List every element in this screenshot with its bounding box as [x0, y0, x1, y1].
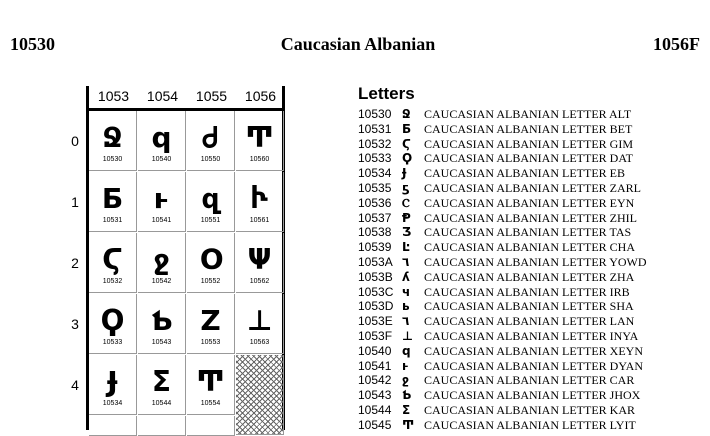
- character-name: CAUCASIAN ALBANIAN LETTER IRB: [424, 284, 630, 299]
- glyph: Ⴡ: [251, 182, 268, 215]
- code-point: 10543: [358, 388, 392, 403]
- code-point: 10553: [200, 339, 221, 346]
- glyph: Ⲥ: [402, 195, 410, 210]
- letters-list: [358, 107, 647, 433]
- glyph: ⱶ: [153, 182, 170, 215]
- character-name: CAUCASIAN ALBANIAN LETTER CAR: [424, 373, 635, 388]
- glyph: ջ: [402, 373, 409, 388]
- glyph: Ͳ: [196, 365, 225, 398]
- glyph-cell: [138, 416, 186, 436]
- character-name: CAUCASIAN ALBANIAN LETTER ZHA: [424, 269, 635, 284]
- glyph-cell: [138, 294, 186, 354]
- glyph: Ϛ: [102, 243, 123, 276]
- glyph: Σ: [402, 402, 411, 417]
- glyph-cell: [187, 233, 235, 293]
- character-name: CAUCASIAN ALBANIAN LETTER KAR: [424, 402, 635, 417]
- character-name: CAUCASIAN ALBANIAN LETTER TAS: [424, 225, 632, 240]
- letter-entry: [358, 166, 647, 181]
- range-end: 1056F: [653, 34, 700, 54]
- glyph: ٦: [402, 314, 410, 329]
- glyph: Ջ: [402, 107, 411, 121]
- code-point: 10552: [200, 278, 221, 285]
- glyph: ʎ: [402, 269, 410, 284]
- letter-entry: [358, 373, 647, 388]
- code-point: 10540: [358, 343, 392, 358]
- character-name: CAUCASIAN ALBANIAN LETTER ZARL: [424, 180, 641, 195]
- code-point: 10532: [358, 136, 392, 151]
- glyph: ٦: [402, 254, 410, 269]
- character-name: CAUCASIAN ALBANIAN LETTER JHOX: [424, 388, 641, 403]
- character-name: CAUCASIAN ALBANIAN LETTER EB: [424, 166, 625, 181]
- glyph: Ϙ: [100, 304, 125, 337]
- glyph: Ᵽ: [402, 210, 411, 225]
- glyph-cell: [89, 355, 137, 415]
- code-point: 10530: [358, 107, 392, 121]
- character-name: CAUCASIAN ALBANIAN LETTER CHA: [424, 240, 635, 255]
- block-title: Caucasian Albanian: [280, 34, 436, 54]
- glyph-cell: [187, 111, 235, 171]
- glyph: Ƅ: [150, 304, 173, 337]
- code-point: 1053E: [358, 314, 393, 329]
- code-point: 10554: [200, 400, 221, 407]
- letter-entry: [358, 329, 647, 344]
- code-point: 10561: [249, 217, 270, 224]
- column-header: 1056: [244, 88, 277, 104]
- glyph-cell: [236, 172, 284, 232]
- glyph: Ͳ: [245, 121, 274, 154]
- code-point: 10534: [358, 166, 392, 181]
- column-header: 1054: [146, 88, 179, 104]
- glyph-cell: [89, 233, 137, 293]
- glyph: ь: [402, 299, 410, 314]
- glyph: Ƃ: [402, 121, 412, 136]
- glyph: ԛ: [402, 343, 411, 358]
- code-point: 10551: [200, 217, 221, 224]
- glyph-cell: [187, 416, 235, 436]
- glyph: Ʒ: [402, 225, 412, 240]
- code-point: 10531: [102, 217, 123, 224]
- code-point: 10540: [151, 156, 172, 163]
- glyph: ⱶ: [402, 358, 409, 373]
- character-name: CAUCASIAN ALBANIAN LETTER DYAN: [424, 358, 643, 373]
- row-header: 2: [71, 255, 79, 271]
- letter-entry: [358, 211, 647, 226]
- glyph-cell: [89, 111, 137, 171]
- letter-entry: [358, 403, 647, 418]
- row-header: 3: [71, 316, 79, 332]
- glyph: Z: [200, 304, 221, 337]
- glyph-cell: [236, 233, 284, 293]
- character-name: CAUCASIAN ALBANIAN LETTER EYN: [424, 195, 635, 210]
- letter-entry: [358, 225, 647, 240]
- glyph: Ͳ: [402, 417, 415, 432]
- glyph-cell: [236, 111, 284, 171]
- code-point: 10541: [358, 358, 392, 373]
- character-name: CAUCASIAN ALBANIAN LETTER ZHIL: [424, 210, 637, 225]
- character-name: CAUCASIAN ALBANIAN LETTER XEYN: [424, 343, 643, 358]
- column-header: 1053: [97, 88, 130, 104]
- character-name: CAUCASIAN ALBANIAN LETTER GIM: [424, 136, 633, 151]
- glyph: ⊥: [402, 328, 413, 343]
- letter-entry: [358, 122, 647, 137]
- code-point: 10541: [151, 217, 172, 224]
- code-point: 10535: [358, 180, 392, 195]
- glyph: Ϛ: [402, 136, 411, 151]
- letter-entry: [358, 255, 647, 270]
- letter-entry: [358, 359, 647, 374]
- code-point: 10533: [102, 339, 123, 346]
- glyph-cell: [89, 172, 137, 232]
- code-point: 1053B: [358, 269, 393, 284]
- glyph-cell: [89, 416, 137, 436]
- code-point: 1053D: [358, 299, 394, 314]
- row-header: 0: [71, 133, 79, 149]
- glyph: Σ: [151, 365, 172, 398]
- glyph: Ϙ: [402, 151, 413, 166]
- code-point: 10545: [358, 417, 392, 432]
- glyph: ջ: [153, 243, 170, 276]
- code-point: 10542: [358, 373, 392, 388]
- code-point: 10530: [102, 156, 123, 163]
- code-point: 10533: [358, 151, 392, 166]
- glyph: Օ: [199, 243, 222, 276]
- code-point: 10532: [102, 278, 123, 285]
- code-point: 10536: [358, 195, 392, 210]
- letter-entry: [358, 314, 647, 329]
- glyph-cell: [138, 233, 186, 293]
- code-point: 10534: [102, 400, 123, 407]
- glyph: Ɉ: [402, 166, 407, 181]
- letter-entry: [358, 299, 647, 314]
- code-point: 1053F: [358, 328, 393, 343]
- code-point: 1053C: [358, 284, 394, 299]
- glyph: Ɉ: [107, 365, 118, 398]
- letter-entry: [358, 137, 647, 152]
- glyph-cell: [89, 294, 137, 354]
- letter-entry: [358, 270, 647, 285]
- glyph: Ψ: [247, 243, 272, 276]
- character-name: CAUCASIAN ALBANIAN LETTER BET: [424, 121, 633, 136]
- glyph-cell: [138, 111, 186, 171]
- glyph: զ: [201, 182, 220, 215]
- character-name: CAUCASIAN ALBANIAN LETTER SHA: [424, 299, 634, 314]
- letter-entry: [358, 418, 647, 433]
- code-point: 10538: [358, 225, 392, 240]
- unassigned-cell: [236, 355, 284, 435]
- glyph-cell: [138, 355, 186, 415]
- letter-entry: [358, 196, 647, 211]
- code-point: 10539: [358, 240, 392, 255]
- character-name: CAUCASIAN ALBANIAN LETTER ALT: [424, 107, 632, 121]
- code-point: 10544: [151, 400, 172, 407]
- code-point: 10560: [249, 156, 270, 163]
- glyph-cell: [138, 172, 186, 232]
- character-name: CAUCASIAN ALBANIAN LETTER DAT: [424, 151, 633, 166]
- letter-entry: [358, 388, 647, 403]
- glyph: ч: [402, 284, 411, 299]
- code-point: 10531: [358, 121, 392, 136]
- glyph-cell: [187, 355, 235, 415]
- row-header: 1: [71, 194, 79, 210]
- code-point: 10542: [151, 278, 172, 285]
- code-point: 1053A: [358, 254, 393, 269]
- glyph-cell: [187, 172, 235, 232]
- code-point: 10543: [151, 339, 172, 346]
- glyph-cell: [236, 294, 284, 354]
- code-point: 10562: [249, 278, 270, 285]
- glyph: Ꮷ: [202, 121, 219, 154]
- glyph: Ջ: [102, 121, 123, 154]
- character-name: CAUCASIAN ALBANIAN LETTER INYA: [424, 328, 639, 343]
- glyph: Ƃ: [101, 182, 124, 215]
- letter-entry: [358, 107, 647, 122]
- letter-entry: [358, 285, 647, 300]
- character-name: CAUCASIAN ALBANIAN LETTER LAN: [424, 314, 635, 329]
- code-point: 10563: [249, 339, 270, 346]
- row-header: 4: [71, 377, 79, 393]
- letter-entry: [358, 344, 647, 359]
- glyph: ԛ: [151, 121, 172, 154]
- letter-entry: [358, 181, 647, 196]
- letter-entry: [358, 240, 647, 255]
- character-name: CAUCASIAN ALBANIAN LETTER LYIT: [424, 417, 636, 432]
- section-title: Letters: [358, 84, 415, 103]
- code-point: 10550: [200, 156, 221, 163]
- glyph: Ŀ: [402, 240, 410, 255]
- glyph-cell: [187, 294, 235, 354]
- letter-entry: [358, 151, 647, 166]
- code-point: 10544: [358, 402, 392, 417]
- glyph: ƽ: [402, 180, 410, 195]
- code-point: 10537: [358, 210, 392, 225]
- glyph: Ƅ: [402, 388, 412, 403]
- column-header: 1055: [195, 88, 228, 104]
- range-start: 10530: [10, 34, 55, 54]
- character-name: CAUCASIAN ALBANIAN LETTER YOWD: [424, 254, 647, 269]
- glyph: ⊥: [246, 304, 273, 337]
